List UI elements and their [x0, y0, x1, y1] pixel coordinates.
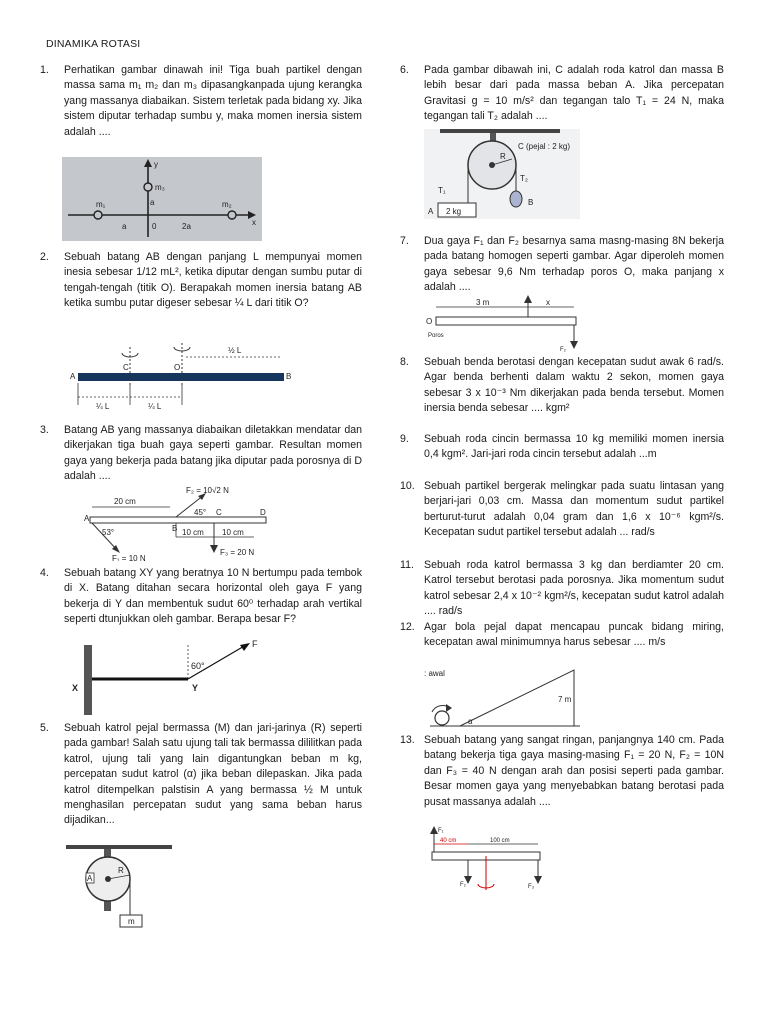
m3-label: m₃ [155, 183, 165, 192]
question-12 [400, 620, 724, 651]
point-a-label: A [84, 514, 90, 523]
mass-label: m [128, 917, 135, 926]
page-title: DINAMIKA ROTASI [46, 38, 141, 50]
alpha-label: α [468, 717, 473, 726]
10cm-label-2: 10 cm [222, 528, 244, 537]
f1-label: F₁ = 10 N [112, 554, 146, 561]
40cm-label: 40 cm [440, 838, 457, 844]
question-text: Dua gaya F₁ dan F₂ besarnya sama masng-masing 8N bekerja pada batang homogen seperti gambar. Agar diperoleh momen gaya sebesar 9,6 Nm terhadap poros O, maka panjang x adalah .... [424, 235, 724, 294]
question-11 [400, 558, 724, 620]
question-number: 7. [400, 235, 409, 247]
m2-label: m₂ [222, 200, 232, 209]
figure-12-inclined-plane [424, 666, 584, 730]
f3-label: F₃ = 20 N [220, 548, 255, 557]
plasticine-a-label: A [87, 874, 93, 883]
question-text: Perhatikan gambar dinawah ini! Tiga buah partikel dengan massa sama m₁ m₂ dan m₃ dipasangkanpada ujung kerangka yang massanya diabaikan. Sistem terletak pada bidang xy. Jika sistem diputar terhadap sumbu y, maka momen inersia sistem adalah .... [64, 64, 362, 138]
f3-label: F₃ [528, 884, 535, 890]
3m-label: 3 m [476, 298, 490, 307]
figure-3-forces-on-rod [84, 485, 274, 561]
question-number: 5. [40, 722, 49, 734]
f2-label: F₂ = 10√2 N [186, 486, 229, 495]
figure-6-pulley-masses [424, 129, 580, 219]
question-number: 10. [400, 480, 415, 492]
mass-2kg-label: 2 kg [446, 207, 462, 216]
question-9 [400, 432, 724, 463]
o-label: O [174, 363, 181, 372]
question-8 [400, 355, 724, 417]
f1-label: F₁ [438, 828, 444, 834]
t1-label: T₁ [438, 186, 446, 195]
o-label: O [426, 317, 433, 326]
question-1 [40, 63, 362, 140]
point-c-label: C [216, 508, 222, 517]
question-text: Agar bola pejal dapat mencapau puncak bidang miring, kecepatan awal minimumnya harus sebesar .... m/s [424, 621, 724, 649]
f2-label: F₂ [460, 882, 466, 888]
question-text: Sebuah katrol pejal bermassa (M) dan jari-jarinya (R) seperti pada gambar! Salah satu ujung tali tak bermassa dililitkan pada katrol, ujung tali yang lain digantungkan beban m kg, percepatan sudut katrol (α) jika beban dilepaskan. Jika pada katrol ditempelkan palstisin A yang bermassa ½ M untuk menghasilan percepatan sudut yang sama beban harus dijadikan... [64, 722, 362, 827]
figure-4-beam-xy [70, 633, 270, 717]
question-text: Sebuah batang AB dengan panjang L mempunyai momen inesia sebesar 1/12 mL², ketika diputar dengan sumbu putar di tengah-tengah (titik O). Berapakah momen inersia batang AB ketika sumbu putar digeser sebesar ¼ L dari titik O? [64, 251, 362, 310]
mass-a-label: A [428, 207, 434, 216]
question-text: Sebuah batang XY yang beratnya 10 N bertumpu pada tembok di X. Batang ditahan secara horizontal oleh gaya F yang bekerja di Y dan membentuk sudut 60⁰ terhadap arah vertikal seperti dtunjukkan oleh gambar. Berapa besar F? [64, 567, 362, 626]
question-number: 1. [40, 64, 49, 76]
question-number: 8. [400, 356, 409, 368]
t2-label: T₂ [520, 174, 528, 183]
a-label: A [70, 372, 76, 381]
question-13 [400, 733, 724, 810]
60deg-label: 60° [191, 661, 205, 671]
question-6 [400, 63, 724, 125]
figure-2-rod-ab [70, 335, 294, 413]
10cm-label-1: 10 cm [182, 528, 204, 537]
100cm-label: 100 cm [490, 838, 510, 844]
question-5 [40, 721, 362, 829]
point-b-label: B [172, 524, 178, 533]
figure-7-rod-forces [424, 295, 580, 353]
y-axis-label: y [154, 160, 158, 169]
c-label: C [123, 363, 129, 372]
a-vertical-label: a [150, 198, 155, 207]
figure-1-particle-frame [62, 157, 262, 241]
question-7 [400, 234, 724, 296]
half-l-label: ½ L [228, 346, 242, 355]
mass-b-label: B [528, 198, 534, 207]
question-text: Sebuah benda berotasi dengan kecepatan sudut awak 6 rad/s. Agar benda berhenti dalam waktu 2 sekon, momen gaya sebesar 3 x 10⁻³ Nm dikerjakan pada benda tersebut. Momen inersia benda sebesar .... kgm² [424, 356, 724, 415]
f2-label: F₂ [560, 347, 566, 353]
quarter-l-label-1: ¼ L [96, 402, 110, 411]
y-label: Y [192, 683, 199, 693]
question-text: Sebuah roda katrol bermassa 3 kg dan berdiamter 20 cm. Katrol tersebut berotasi pada porosnya. Jika momentum sudut katrol sebesar 2,4 x 10⁻² kgm²/s, kecepatan sudut katrol adalah .... rad/s [424, 559, 724, 618]
f-label: F [252, 639, 258, 649]
question-number: 12. [400, 621, 415, 633]
question-number: 2. [40, 251, 49, 263]
awal-label: : awal [424, 669, 445, 678]
figure-5-pulley [66, 845, 172, 933]
question-2 [40, 250, 362, 312]
quarter-l-label-2: ¼ L [148, 402, 162, 411]
x-axis-label: x [252, 218, 256, 227]
20cm-label: 20 cm [114, 497, 136, 506]
question-number: 9. [400, 433, 409, 445]
53deg-label: 53° [102, 528, 115, 537]
question-4 [40, 566, 362, 628]
question-text: Sebuah partikel bergerak melingkar pada suatu lintasan yang berjari-jari 0,03 cm. Massa dan momentum sudut partikel berturut-turut adalah 0,04 gram dan 1,6 x 10⁻⁶ kgm²/s. Kecepatan sudut partikel tersebut adalah ... rad/s [424, 480, 724, 539]
poros-label: Poros [428, 333, 444, 339]
b-label: B [286, 372, 292, 381]
question-3 [40, 423, 362, 485]
radius-label: R [118, 866, 124, 875]
question-text: Batang AB yang massanya diabaikan diletakkan mendatar dan dikerjakan tiga buah gaya seperti gambar. Resultan momen gaya yang bekerja pada batang jika diputar pada porosnya di D adalah .... [64, 424, 362, 483]
question-number: 3. [40, 424, 49, 436]
height-7m-label: 7 m [558, 695, 572, 704]
question-number: 11. [400, 559, 414, 571]
pulley-c-label: C (pejal : 2 kg) [518, 142, 571, 151]
x-label: x [546, 298, 550, 307]
question-number: 4. [40, 567, 49, 579]
a-horizontal-label: a [122, 222, 127, 231]
question-number: 6. [400, 64, 409, 76]
question-text: Sebuah roda cincin bermassa 10 kg memiliki momen inersia 0,4 kgm². Jari-jari roda cincin tersebut adalah ...m [424, 433, 724, 461]
question-number: 13. [400, 734, 415, 746]
question-text: Pada gambar dibawah ini, C adalah roda katrol dan massa B lebih besar dari pada massa beban A. Jika percepatan Gravitasi g = 10 m/s² dan tegangan talo T₁ = 24 N, maka tegangan tali T₂ adalah .... [424, 64, 724, 123]
question-10 [400, 479, 724, 541]
2a-label: 2a [182, 222, 191, 231]
45deg-label: 45° [194, 508, 207, 517]
radius-r-label: R [500, 152, 506, 161]
question-text: Sebuah batang yang sangat ringan, panjangnya 140 cm. Pada batang bekerja tiga gaya masing-masing F₁ = 20 N, F₂ = 10N dan F₃ = 40 N dengan arah dan posisi seperti pada gambar. Besar momen gaya yang menyebabkan batang berotasi pada pusat massanya adalah .... [424, 734, 724, 808]
m1-label: m₁ [96, 200, 106, 209]
figure-13-rod-three-forces [428, 826, 544, 894]
point-d-label: D [260, 508, 266, 517]
x-label: X [72, 683, 79, 693]
origin-label: 0 [152, 222, 157, 231]
